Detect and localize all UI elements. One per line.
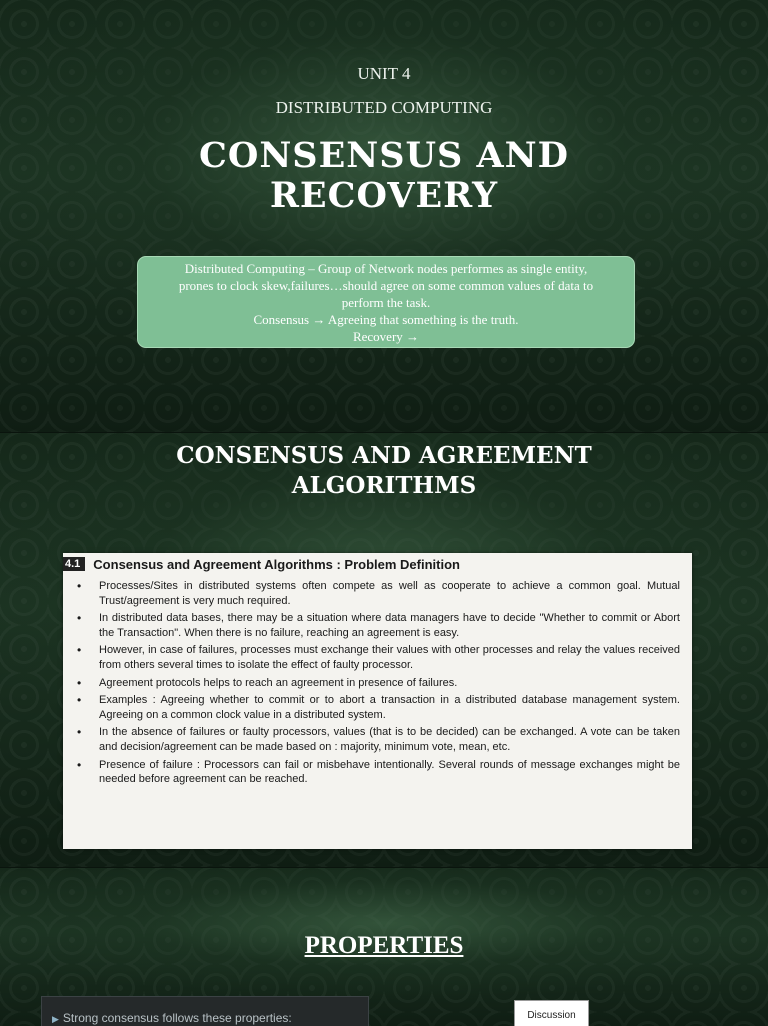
excerpt-header (63, 555, 680, 573)
slide-consensus-and-recovery (0, 0, 768, 432)
slide-properties (0, 867, 768, 1026)
definition-box (137, 256, 635, 348)
definition-line: perform the task. (341, 295, 431, 310)
scanned-textbook-excerpt (63, 553, 692, 849)
list-item: • Processes/Sites in distributed systems often compete as well as cooperate to achieve a common goal. Mutual Trust/agreement is very much required. (63, 579, 680, 608)
strong-consensus-box (41, 996, 369, 1026)
definition-line: prones to clock skew,failures…should agree on some common values of data to (178, 278, 594, 293)
list-item: • Examples : Agreeing whether to commit or to abort a transaction in a distributed database management system. Agreeing on a common clock value in a distributed system. (63, 693, 680, 722)
list-item: • Presence of failure : Processors can fail or misbehave intentionally. Several rounds of message exchanges might be needed before agreement can be reached. (63, 758, 680, 787)
definition-line: Distributed Computing – Group of Network nodes performes as single entity, (184, 261, 588, 276)
list-item: • In the absence of failures or faulty processors, values (that is to be decided) can be exchanged. A vote can be taken and decision/agreement can be made based on : majority, minimum vote, mean, etc. (63, 725, 680, 754)
list-item: • Agreement protocols helps to reach an agreement in presence of failures. (63, 676, 680, 691)
bullet-list (63, 579, 680, 787)
slide-title: CONSENSUS AND AGREEMENT ALGORITHMS (176, 442, 592, 499)
subject-label: DISTRIBUTED COMPUTING (275, 98, 493, 117)
list-item: • However, in case of failures, processes must exchange their values with other processes and relay the values received from others several times to isolate the effect of faulty processor. (63, 643, 680, 672)
section-number: 4.1 (63, 557, 85, 571)
unit-label: UNIT 4 (357, 64, 411, 83)
definition-line: Consensus → Agreeing that something is the truth. (253, 312, 519, 327)
bullet-arrow-icon: ▶ (52, 1014, 59, 1024)
slide-title: CONSENSUS AND RECOVERY (198, 135, 570, 216)
slide-title: PROPERTIES (304, 932, 464, 959)
list-item: • In distributed data bases, there may be a situation where data managers have to decide "Whether to commit or Abort the Transaction". When there is no failure, reaching an agreement is easy. (63, 611, 680, 640)
definition-line: Recovery → (352, 329, 420, 344)
section-heading: Consensus and Agreement Algorithms : Problem Definition (93, 556, 460, 572)
discussion-box: Discussion (514, 1000, 589, 1026)
strong-consensus-text: Strong consensus follows these properties: (62, 1011, 292, 1025)
slide-consensus-algorithms (0, 432, 768, 867)
